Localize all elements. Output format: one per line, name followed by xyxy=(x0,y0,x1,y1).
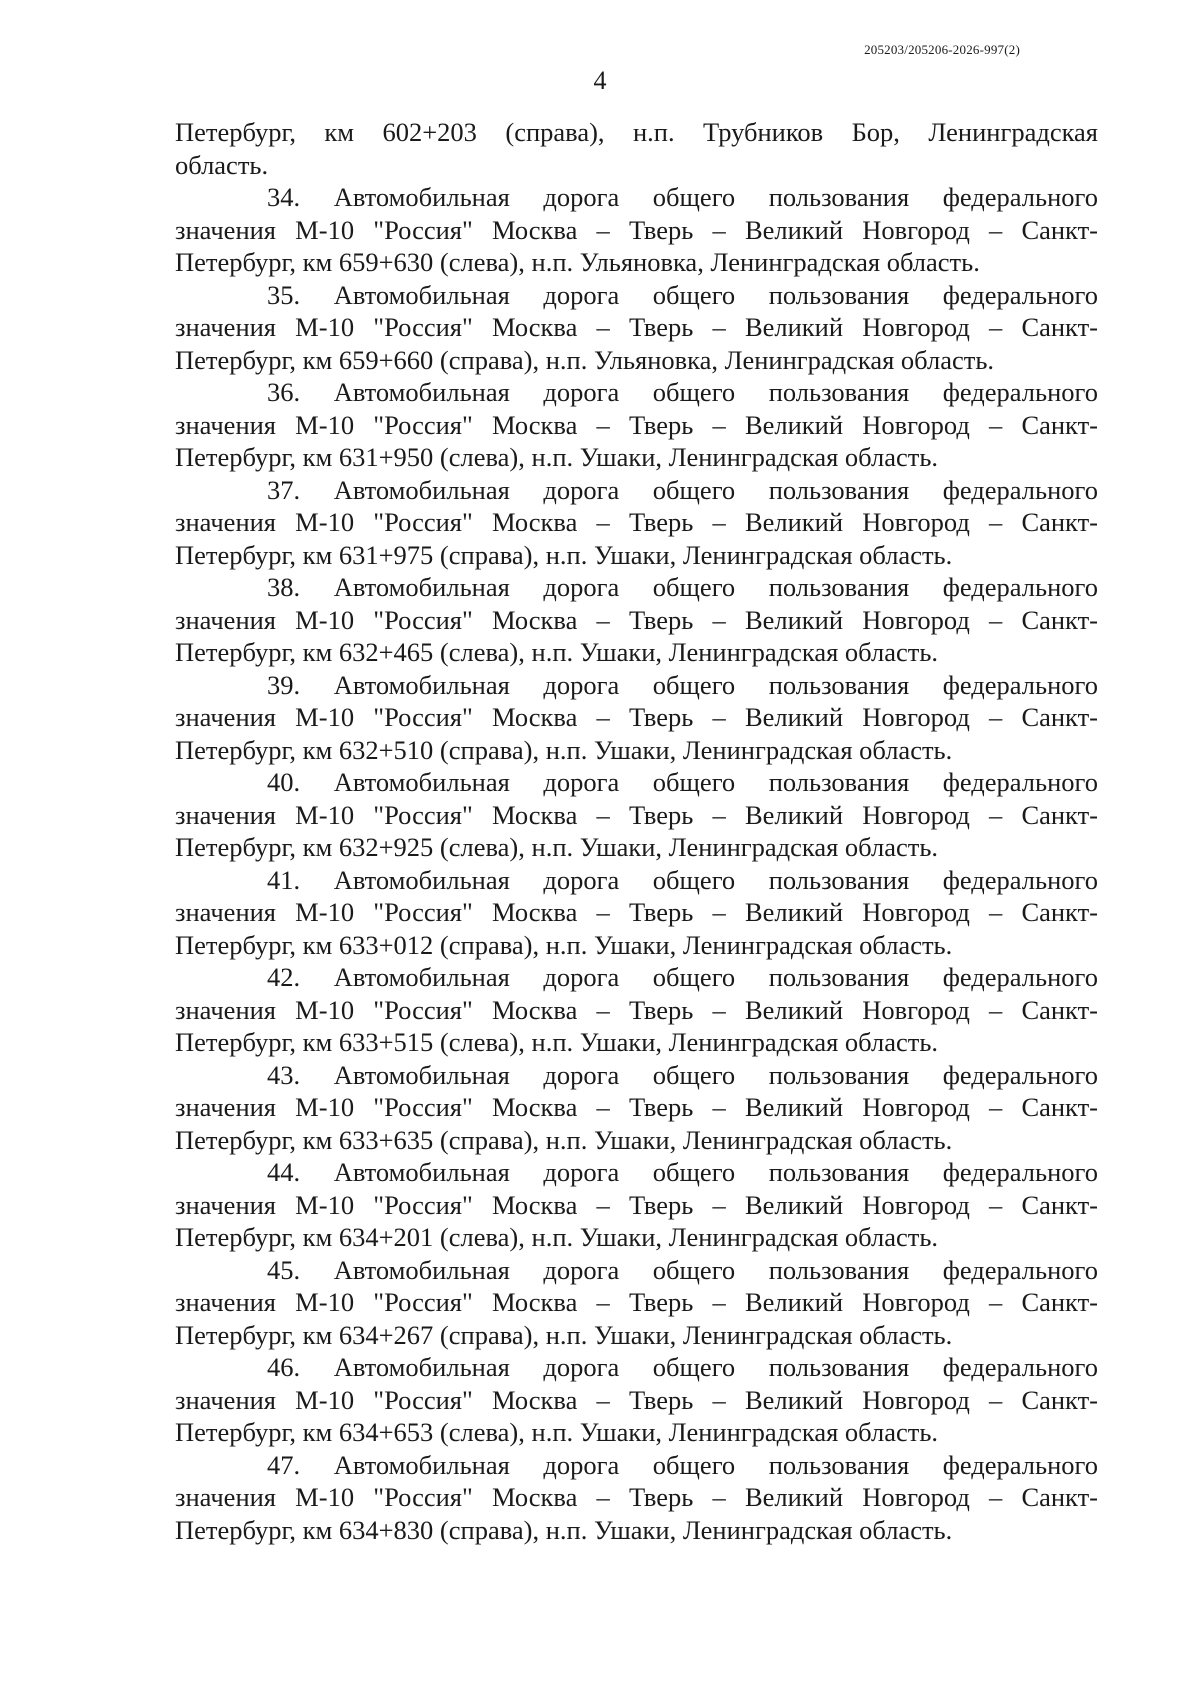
page-number: 4 xyxy=(593,66,607,95)
list-item xyxy=(175,1156,1098,1254)
paragraph-line: 47. Автомобильная дорога общего пользования федерального xyxy=(267,1449,1098,1480)
paragraph-line: Петербург, км 633+515 (слева), н.п. Ушаки, Ленинградская область. xyxy=(175,1027,939,1057)
list-item xyxy=(175,1059,1098,1157)
paragraph-line: Петербург, км 631+975 (справа), н.п. Ушаки, Ленинградская область. xyxy=(175,539,953,570)
paragraph-line: Петербург, км 659+660 (справа), н.п. Ульяновка, Ленинградская область. xyxy=(175,344,995,375)
paragraph-line: 44. Автомобильная дорога общего пользования федерального xyxy=(267,1157,1098,1187)
document-body xyxy=(175,116,1098,1546)
paragraph-line: значения М-10 "Россия" Москва – Тверь – Великий Новгород – Санкт- xyxy=(175,507,1098,537)
paragraph-line: область. xyxy=(175,149,269,180)
paragraph-line: Петербург, км 633+012 (справа), н.п. Ушаки, Ленинградская область. xyxy=(175,929,953,960)
list-item xyxy=(175,669,1098,767)
list-item xyxy=(175,474,1098,572)
paragraph-line: 40. Автомобильная дорога общего пользования федерального xyxy=(267,767,1098,797)
paragraph-line: 41. Автомобильная дорога общего пользования федерального xyxy=(267,864,1098,895)
list-item xyxy=(175,766,1098,864)
list-item xyxy=(175,961,1098,1059)
paragraph-line: Петербург, км 631+950 (слева), н.п. Ушаки, Ленинградская область. xyxy=(175,442,939,472)
paragraph-line: значения М-10 "Россия" Москва – Тверь – Великий Новгород – Санкт- xyxy=(175,1189,1098,1220)
paragraph-line: 34. Автомобильная дорога общего пользования федерального xyxy=(267,182,1098,212)
paragraph-line: значения М-10 "Россия" Москва – Тверь – Великий Новгород – Санкт- xyxy=(175,312,1098,342)
list-item xyxy=(175,571,1098,669)
numbered-items-list xyxy=(175,181,1098,1546)
continuation-paragraph xyxy=(175,116,1098,181)
paragraph-line: значения М-10 "Россия" Москва – Тверь – Великий Новгород – Санкт- xyxy=(175,897,1098,927)
paragraph-line: 36. Автомобильная дорога общего пользования федерального xyxy=(267,377,1098,407)
list-item xyxy=(175,1351,1098,1449)
paragraph-line: 46. Автомобильная дорога общего пользования федерального xyxy=(267,1352,1098,1382)
paragraph-line: 45. Автомобильная дорога общего пользования федерального xyxy=(267,1254,1098,1285)
list-item xyxy=(175,376,1098,474)
paragraph-line: значения М-10 "Россия" Москва – Тверь – Великий Новгород – Санкт- xyxy=(175,799,1098,830)
paragraph-line: значения М-10 "Россия" Москва – Тверь – Великий Новгород – Санкт- xyxy=(175,604,1098,635)
paragraph-line: Петербург, км 659+630 (слева), н.п. Ульяновка, Ленинградская область. xyxy=(175,247,980,277)
paragraph-line: 42. Автомобильная дорога общего пользования федерального xyxy=(267,962,1098,992)
paragraph-line: 35. Автомобильная дорога общего пользования федерального xyxy=(267,279,1098,310)
paragraph-line: Петербург, км 633+635 (справа), н.п. Ушаки, Ленинградская область. xyxy=(175,1124,953,1155)
paragraph-line: 38. Автомобильная дорога общего пользования федерального xyxy=(267,572,1098,602)
paragraph-line: 43. Автомобильная дорога общего пользования федерального xyxy=(267,1059,1098,1090)
paragraph-line: Петербург, км 634+201 (слева), н.п. Ушаки, Ленинградская область. xyxy=(175,1222,939,1252)
document-code: 205203/205206-2026-997(2) xyxy=(864,42,1020,57)
list-item xyxy=(175,1449,1098,1547)
paragraph-line: Петербург, км 634+267 (справа), н.п. Ушаки, Ленинградская область. xyxy=(175,1319,953,1350)
paragraph-line: Петербург, км 632+925 (слева), н.п. Ушаки, Ленинградская область. xyxy=(175,832,939,862)
paragraph-line: значения М-10 "Россия" Москва – Тверь – Великий Новгород – Санкт- xyxy=(175,1482,1098,1512)
list-item xyxy=(175,864,1098,962)
paragraph-line: 39. Автомобильная дорога общего пользования федерального xyxy=(267,669,1098,700)
paragraph-line: Петербург, км 632+465 (слева), н.п. Ушаки, Ленинградская область. xyxy=(175,637,939,667)
list-item xyxy=(175,279,1098,377)
list-item xyxy=(175,181,1098,279)
paragraph-line: значения М-10 "Россия" Москва – Тверь – Великий Новгород – Санкт- xyxy=(175,1384,1098,1415)
paragraph-line: значения М-10 "Россия" Москва – Тверь – Великий Новгород – Санкт- xyxy=(175,214,1098,245)
paragraph-line: значения М-10 "Россия" Москва – Тверь – Великий Новгород – Санкт- xyxy=(175,409,1098,440)
list-item xyxy=(175,1254,1098,1352)
paragraph-line: значения М-10 "Россия" Москва – Тверь – Великий Новгород – Санкт- xyxy=(175,1092,1098,1122)
paragraph-line: значения М-10 "Россия" Москва – Тверь – Великий Новгород – Санкт- xyxy=(175,1287,1098,1317)
paragraph-line: 37. Автомобильная дорога общего пользования федерального xyxy=(267,474,1098,505)
paragraph-line: Петербург, км 632+510 (справа), н.п. Ушаки, Ленинградская область. xyxy=(175,734,953,765)
paragraph-line: Петербург, км 634+653 (слева), н.п. Ушаки, Ленинградская область. xyxy=(175,1417,939,1447)
paragraph-line: значения М-10 "Россия" Москва – Тверь – Великий Новгород – Санкт- xyxy=(175,702,1098,732)
paragraph-line: Петербург, км 602+203 (справа), н.п. Трубников Бор, Ленинградская xyxy=(175,117,1098,147)
paragraph-line: Петербург, км 634+830 (справа), н.п. Ушаки, Ленинградская область. xyxy=(175,1514,953,1545)
paragraph-line: значения М-10 "Россия" Москва – Тверь – Великий Новгород – Санкт- xyxy=(175,994,1098,1025)
